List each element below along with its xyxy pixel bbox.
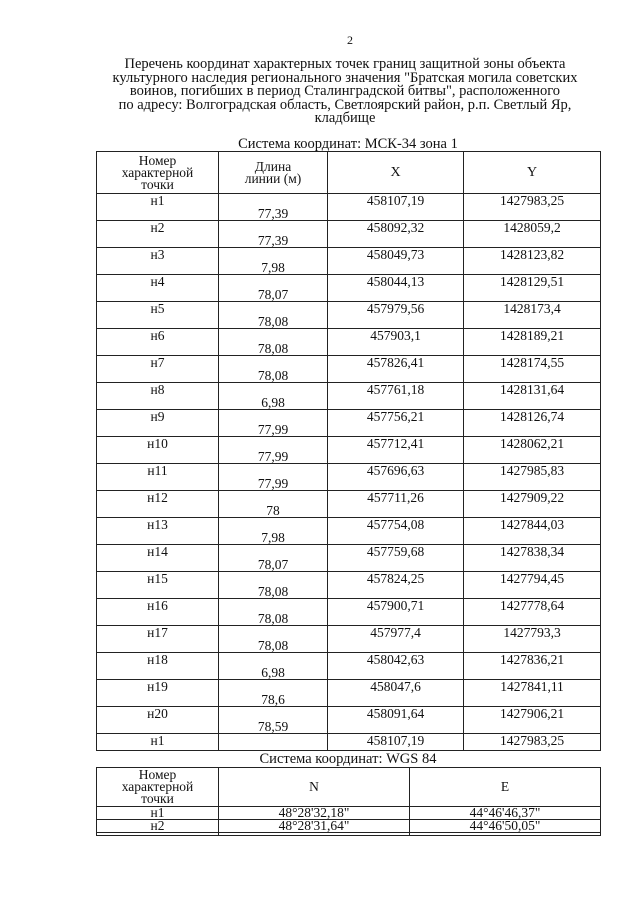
- y-cell: 1428059,2: [464, 221, 601, 248]
- msk-coordinates-table: [96, 151, 601, 751]
- line-length-cell: 78,6: [219, 680, 328, 707]
- title-line: воинов, погибших в период Сталинградской битвы", расположенного: [129, 83, 561, 100]
- header-n: N: [219, 768, 410, 807]
- x-cell: 458107,19: [328, 734, 464, 751]
- table-row: [97, 248, 601, 275]
- point-name-cell: н19: [97, 680, 219, 707]
- y-cell: 1428062,21: [464, 437, 601, 464]
- wgs-caption: Система координат: WGS 84: [259, 751, 437, 767]
- title-line: Перечень координат характерных точек границ защитной зоны объекта: [124, 56, 566, 72]
- title-line: по адресу: Волгоградская область, Светлоярский район, р.п. Светлый Яр,: [118, 96, 572, 113]
- title-line: культурного наследия регионального значения "Братская могила советских: [112, 69, 578, 86]
- y-cell: 1427909,22: [464, 491, 601, 518]
- line-length-cell: 77,99: [219, 410, 328, 437]
- y-cell: 1427836,21: [464, 653, 601, 680]
- header-point-number: Номер характерной точки: [97, 152, 219, 194]
- y-cell: 1427906,21: [464, 707, 601, 734]
- line-length-cell: 6,98: [219, 653, 328, 680]
- table-row: [97, 356, 601, 383]
- point-name-cell: н2: [97, 820, 219, 833]
- x-cell: 457759,68: [328, 545, 464, 572]
- y-cell: 1427983,25: [464, 194, 601, 221]
- point-name-cell: н15: [97, 572, 219, 599]
- msk-caption: Система координат: МСК-34 зона 1: [238, 136, 458, 152]
- point-name-cell: н10: [97, 437, 219, 464]
- table-row: [97, 275, 601, 302]
- y-cell: 1427838,34: [464, 545, 601, 572]
- line-length-cell: 78,07: [219, 545, 328, 572]
- page-number: 2: [347, 33, 353, 47]
- point-name-cell: н2: [97, 221, 219, 248]
- point-name-cell: н9: [97, 410, 219, 437]
- point-name-cell: н7: [97, 356, 219, 383]
- n-cell: 48°28'31,64": [219, 820, 410, 833]
- x-cell: 457761,18: [328, 383, 464, 410]
- x-cell: 458047,6: [328, 680, 464, 707]
- y-cell: 1428129,51: [464, 275, 601, 302]
- x-cell: 457826,41: [328, 356, 464, 383]
- x-cell: 457711,26: [328, 491, 464, 518]
- line-length-cell: 7,98: [219, 518, 328, 545]
- line-length-cell: 78,08: [219, 302, 328, 329]
- point-name-cell: н4: [97, 275, 219, 302]
- header-e: E: [410, 768, 601, 807]
- e-cell: 44°46'50,05": [410, 820, 601, 833]
- line-length-cell: [219, 734, 328, 751]
- x-cell: 457756,21: [328, 410, 464, 437]
- point-name-cell: н1: [97, 807, 219, 820]
- header-line-length: Длина линии (м): [219, 152, 328, 194]
- y-cell: 1428174,55: [464, 356, 601, 383]
- table-row: [97, 680, 601, 707]
- x-cell: 457696,63: [328, 464, 464, 491]
- point-name-cell: н17: [97, 626, 219, 653]
- y-cell: 1427983,25: [464, 734, 601, 751]
- line-length-cell: 77,99: [219, 437, 328, 464]
- line-length-cell: 6,98: [219, 383, 328, 410]
- table-header-row: [97, 152, 601, 194]
- e-cell: 44°46'46,37": [410, 807, 601, 820]
- point-name-cell: н20: [97, 707, 219, 734]
- x-cell: 457824,25: [328, 572, 464, 599]
- table-row: [97, 572, 601, 599]
- x-cell: 457979,56: [328, 302, 464, 329]
- table-row: [97, 626, 601, 653]
- table-row: [97, 820, 601, 833]
- header-point-number: Номер характерной точки: [97, 768, 219, 807]
- table-row: [97, 599, 601, 626]
- y-cell: 1428189,21: [464, 329, 601, 356]
- line-length-cell: 78: [219, 491, 328, 518]
- x-cell: 458107,19: [328, 194, 464, 221]
- y-cell: 1427794,45: [464, 572, 601, 599]
- y-cell: 1428123,82: [464, 248, 601, 275]
- table-row: [97, 653, 601, 680]
- point-name-cell: н16: [97, 599, 219, 626]
- table-row: [97, 410, 601, 437]
- x-cell: 457977,4: [328, 626, 464, 653]
- y-cell: 1428131,64: [464, 383, 601, 410]
- point-name-cell: н8: [97, 383, 219, 410]
- y-cell: 1427841,11: [464, 680, 601, 707]
- header-x: X: [328, 152, 464, 194]
- line-length-cell: 78,08: [219, 329, 328, 356]
- point-name-cell: н11: [97, 464, 219, 491]
- x-cell: 458049,73: [328, 248, 464, 275]
- x-cell: 458092,32: [328, 221, 464, 248]
- line-length-cell: 78,08: [219, 599, 328, 626]
- line-length-cell: 78,08: [219, 572, 328, 599]
- msk-table-body: [97, 194, 601, 751]
- line-length-cell: 77,39: [219, 221, 328, 248]
- x-cell: 457754,08: [328, 518, 464, 545]
- y-cell: 1428173,4: [464, 302, 601, 329]
- line-length-cell: 77,39: [219, 194, 328, 221]
- point-name-cell: н5: [97, 302, 219, 329]
- y-cell: 1427985,83: [464, 464, 601, 491]
- wgs-coordinates-table: [96, 767, 601, 836]
- table-row: [97, 491, 601, 518]
- table-row: [97, 464, 601, 491]
- table-row: [97, 437, 601, 464]
- table-row: [97, 545, 601, 572]
- document-title: [95, 58, 595, 126]
- x-cell: 457712,41: [328, 437, 464, 464]
- point-name-cell: н12: [97, 491, 219, 518]
- title-line: кладбище: [314, 110, 376, 127]
- y-cell: 1427778,64: [464, 599, 601, 626]
- table-row: [97, 518, 601, 545]
- x-cell: 458044,13: [328, 275, 464, 302]
- y-cell: 1427844,03: [464, 518, 601, 545]
- point-name-cell: н1: [97, 194, 219, 221]
- line-length-cell: 78,08: [219, 356, 328, 383]
- point-name-cell: н6: [97, 329, 219, 356]
- point-name-cell: н3: [97, 248, 219, 275]
- line-length-cell: 77,99: [219, 464, 328, 491]
- x-cell: 457900,71: [328, 599, 464, 626]
- line-length-cell: 78,08: [219, 626, 328, 653]
- table-row: [97, 707, 601, 734]
- table-header-row: [97, 768, 601, 807]
- line-length-cell: 7,98: [219, 248, 328, 275]
- header-y: Y: [464, 152, 601, 194]
- x-cell: 457903,1: [328, 329, 464, 356]
- line-length-cell: 78,59: [219, 707, 328, 734]
- point-name-cell: н18: [97, 653, 219, 680]
- x-cell: 458042,63: [328, 653, 464, 680]
- x-cell: 458091,64: [328, 707, 464, 734]
- point-name-cell: н13: [97, 518, 219, 545]
- table-row: [97, 221, 601, 248]
- line-length-cell: 78,07: [219, 275, 328, 302]
- y-cell: 1428126,74: [464, 410, 601, 437]
- table-row: [97, 302, 601, 329]
- table-row: [97, 329, 601, 356]
- table-row: [97, 383, 601, 410]
- table-row: [97, 734, 601, 751]
- point-name-cell: н1: [97, 734, 219, 751]
- point-name-cell: н14: [97, 545, 219, 572]
- table-row: [97, 194, 601, 221]
- y-cell: 1427793,3: [464, 626, 601, 653]
- n-cell: 48°28'32,18": [219, 807, 410, 820]
- wgs-table-body: [97, 807, 601, 836]
